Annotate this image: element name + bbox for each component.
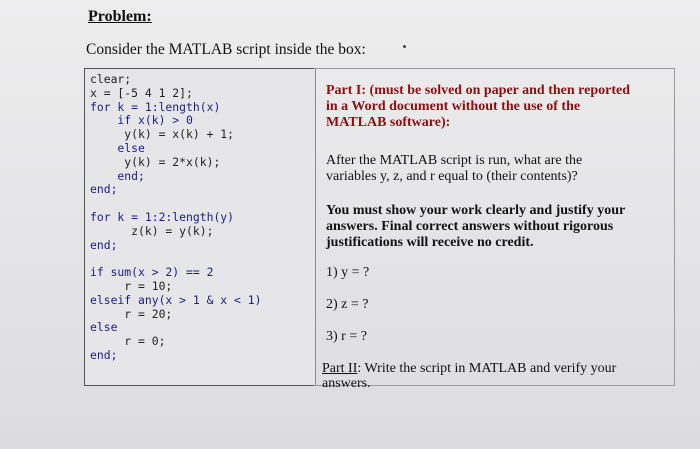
part2-line-2: answers. — [322, 376, 371, 391]
code-line: for k = 1:length(x) — [90, 99, 221, 114]
part2-text: : Write the script in MATLAB and verify your — [357, 361, 617, 376]
code-line: end; — [90, 182, 118, 197]
matlab-code — [90, 73, 315, 363]
question-item-y: 1) y = ? — [326, 265, 370, 280]
code-line: end; — [90, 168, 145, 183]
instructions-panel — [314, 68, 675, 391]
code-line: if x(k) > 0 — [90, 113, 193, 128]
code-line — [90, 197, 315, 211]
code-line: r = 0; — [90, 334, 166, 349]
code-line: r = 10; — [90, 278, 173, 293]
code-line: clear; — [90, 72, 132, 86]
code-line: else — [90, 320, 118, 335]
code-line: end; — [90, 237, 118, 252]
stray-mark — [403, 45, 406, 48]
code-line: y(k) = 2*x(k); — [90, 154, 221, 169]
part1-title-line: Part I: (must be solved on paper and then reported — [326, 83, 630, 98]
code-line: else — [90, 140, 145, 155]
part1-title-line: in a Word document without the use of the — [326, 99, 581, 114]
code-line: if sum(x > 2) == 2 — [90, 265, 214, 280]
code-line: end; — [90, 347, 118, 362]
question-item-z: 2) z = ? — [326, 297, 369, 312]
question-line: After the MATLAB script is run, what are the — [326, 153, 583, 168]
part1-title-line: MATLAB software): — [326, 115, 451, 130]
code-line — [90, 252, 315, 266]
problem-heading: Problem: — [88, 8, 152, 25]
code-line: r = 20; — [90, 306, 173, 321]
code-line: y(k) = x(k) + 1; — [90, 127, 235, 142]
warning-line: justifications will receive no credit. — [326, 235, 534, 250]
part2-label: Part II — [322, 361, 358, 376]
code-line: for k = 1:2:length(y) — [90, 209, 235, 224]
part2-line — [322, 361, 616, 377]
code-line: x = [-5 4 1 2]; — [90, 85, 193, 100]
code-line: z(k) = y(k); — [90, 223, 214, 238]
warning-line: You must show your work clearly and justify your — [326, 203, 626, 218]
problem-intro: Consider the MATLAB script inside the box: — [86, 41, 366, 58]
code-line: elseif any(x > 1 & x < 1) — [90, 292, 262, 307]
matlab-script-box — [84, 68, 316, 386]
question-line: variables y, z, and r equal to (their contents)? — [326, 169, 578, 184]
question-item-r: 3) r = ? — [326, 329, 367, 344]
warning-line: answers. Final correct answers without rigorous — [326, 219, 614, 234]
